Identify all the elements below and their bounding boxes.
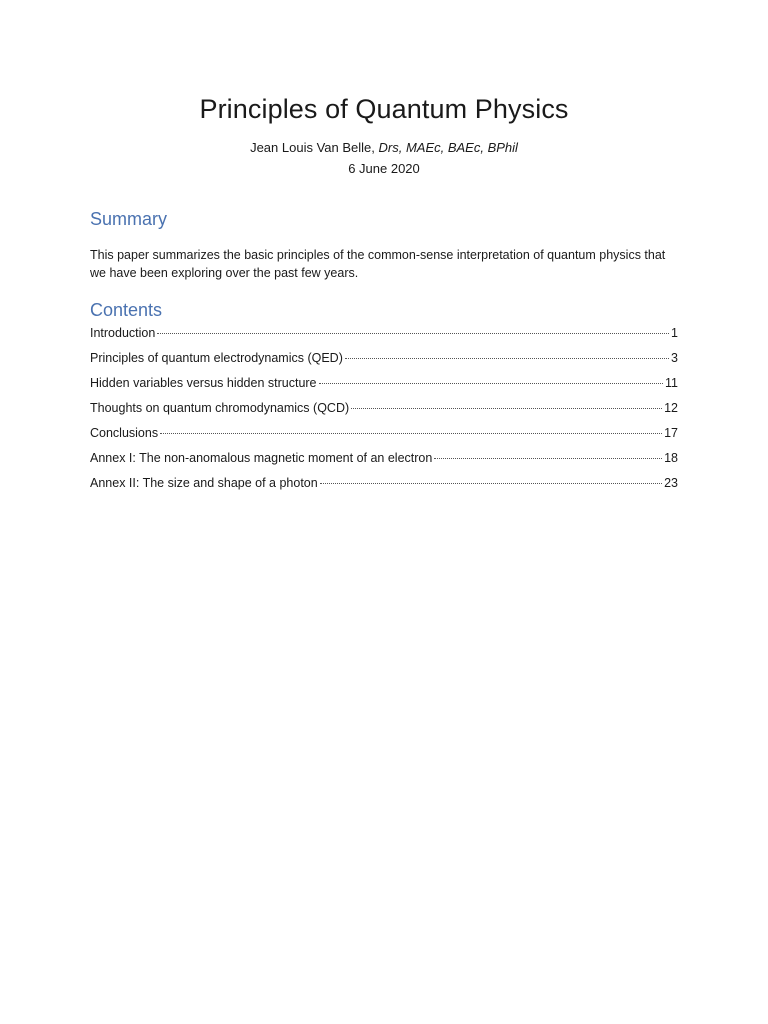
toc-leader-dots [345,358,669,359]
table-of-contents [90,326,678,501]
toc-entry-qed[interactable] [90,351,678,376]
toc-leader-dots [351,408,662,409]
toc-entry-label: Introduction [90,326,156,340]
document-title: Principles of Quantum Physics [199,94,569,124]
contents-heading: Contents [90,300,163,320]
author-name: Jean Louis Van Belle, [250,140,375,155]
toc-entry-page: 11 [665,376,678,390]
toc-entry-label: Principles of quantum electrodynamics (QED) [90,351,343,365]
toc-entry-hidden-variables[interactable] [90,376,678,401]
toc-leader-dots [319,383,664,384]
author-line [0,140,768,155]
toc-entry-label: Annex I: The non-anomalous magnetic moment of an electron [90,451,433,465]
summary-heading: Summary [90,209,168,229]
toc-entry-page: 17 [664,426,678,440]
toc-entry-page: 23 [664,476,678,490]
toc-entry-label: Thoughts on quantum chromodynamics (QCD) [90,401,350,415]
document-date: 6 June 2020 [348,161,420,176]
toc-entry-page: 3 [671,351,678,365]
toc-entry-annex-2[interactable] [90,476,678,501]
toc-entry-conclusions[interactable] [90,426,678,451]
toc-entry-label: Annex II: The size and shape of a photon [90,476,318,490]
toc-leader-dots [320,483,662,484]
toc-entry-introduction[interactable] [90,326,678,351]
toc-entry-label: Hidden variables versus hidden structure [90,376,317,390]
toc-entry-annex-1[interactable] [90,451,678,476]
toc-leader-dots [157,333,669,334]
toc-leader-dots [434,458,662,459]
summary-text: This paper summarizes the basic principles of the common-sense interpretation of quantum physics that we have been exploring over the past few years. [90,248,666,280]
toc-entry-page: 12 [664,401,678,415]
toc-entry-page: 1 [671,326,678,340]
toc-entry-qcd[interactable] [90,401,678,426]
toc-entry-page: 18 [664,451,678,465]
toc-entry-label: Conclusions [90,426,159,440]
author-credentials: Drs, MAEc, BAEc, BPhil [378,140,518,155]
toc-leader-dots [160,433,662,434]
